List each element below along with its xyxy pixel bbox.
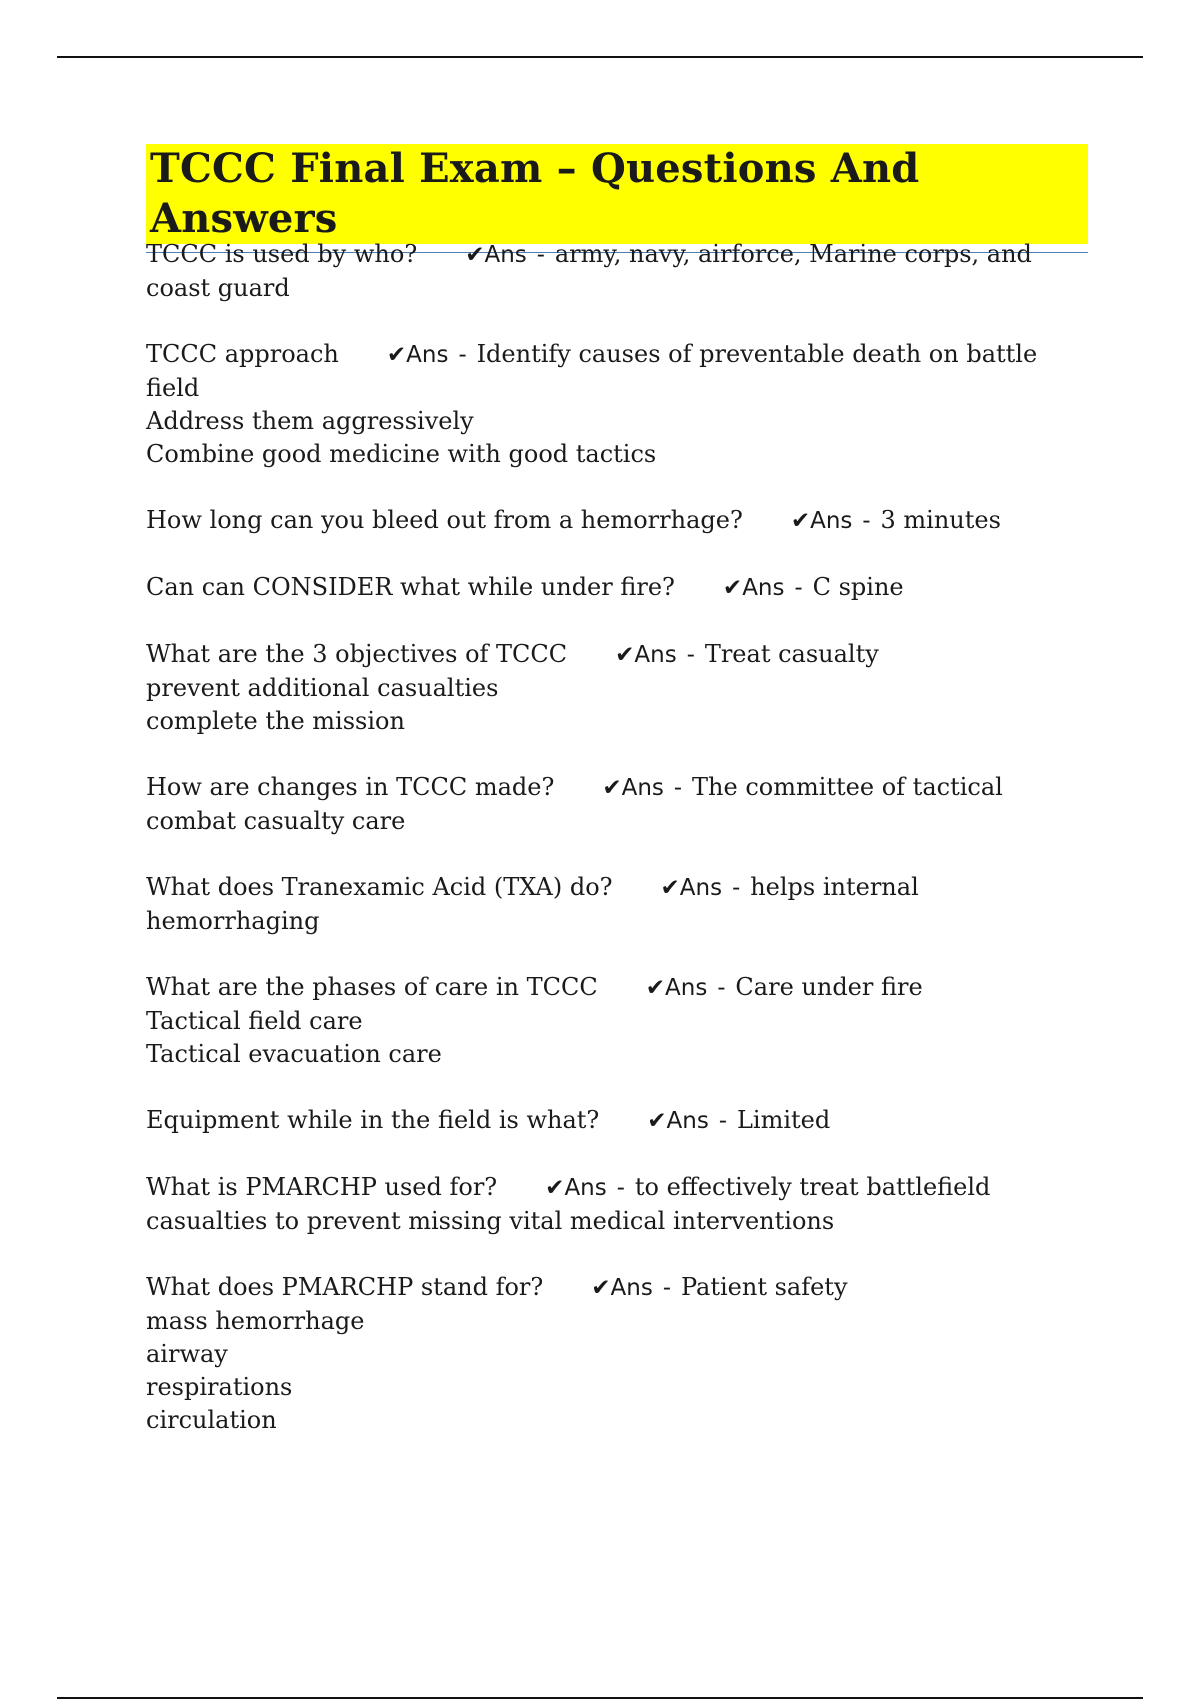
page-title: TCCC Final Exam – Questions And Answers: [146, 144, 1088, 244]
qa-first-line: [146, 971, 1066, 1005]
qa-item: [146, 504, 1066, 538]
answer-dash: -: [718, 1106, 727, 1134]
answer-dash: -: [717, 973, 726, 1001]
answer-continuation-line: Address them aggressively: [146, 407, 474, 435]
qa-first-line: [146, 871, 1066, 938]
answer-text: Treat casualty: [704, 640, 879, 668]
qa-first-line: [146, 1171, 1066, 1238]
qa-first-line: [146, 338, 1066, 405]
qa-first-line: [146, 638, 1066, 672]
qa-first-line: [146, 571, 1066, 605]
qa-item: [146, 1271, 1066, 1437]
answer-text: army, navy, airforce, Marine corps, and coast guard: [146, 240, 1032, 302]
answer-dash: -: [673, 773, 683, 801]
answer-marker: ✔Ans: [602, 775, 664, 801]
question-text: What is PMARCHP used for?: [146, 1173, 498, 1201]
question-text: TCCC is used by who?: [146, 240, 418, 268]
question-text: How long can you bleed out from a hemorrhage?: [146, 506, 743, 534]
answer-dash: -: [536, 240, 545, 268]
answer-marker: ✔Ans: [465, 242, 527, 268]
answer-dash: -: [794, 573, 803, 601]
qa-list: [146, 238, 1066, 1470]
question-text: What does Tranexamic Acid (TXA) do?: [146, 873, 613, 901]
answer-marker: ✔Ans: [615, 642, 677, 668]
answer-marker: ✔Ans: [722, 575, 785, 601]
answer-text: Patient safety: [680, 1273, 848, 1301]
qa-first-line: [146, 1271, 1066, 1305]
answer-dash: -: [662, 1273, 671, 1301]
answer-dash: -: [686, 640, 695, 668]
qa-item: [146, 238, 1066, 305]
answer-marker: ✔Ans: [645, 975, 708, 1001]
answer-continuation-line: Tactical evacuation care: [146, 1040, 442, 1068]
qa-item: [146, 971, 1066, 1071]
question-text: Equipment while in the field is what?: [146, 1106, 600, 1134]
answer-text: C spine: [812, 573, 904, 601]
question-text: What are the phases of care in TCCC: [146, 973, 598, 1001]
answer-text: 3 minutes: [880, 506, 1001, 534]
qa-first-line: [146, 238, 1066, 305]
answer-marker: ✔Ans: [591, 1275, 653, 1301]
question-text: What does PMARCHP stand for?: [146, 1273, 544, 1301]
answer-dash: -: [458, 340, 467, 368]
answer-continuation-line: Combine good medicine with good tactics: [146, 440, 657, 468]
qa-item: [146, 571, 1066, 605]
answer-continuation-line: respirations: [146, 1373, 293, 1401]
top-rule: [57, 56, 1143, 58]
answer-text: The committee of tactical combat casualty care: [146, 773, 1003, 835]
answer-continuation-line: complete the mission: [146, 707, 405, 735]
qa-first-line: [146, 1104, 1066, 1138]
answer-text: Care under fire: [735, 973, 923, 1001]
qa-item: [146, 338, 1066, 471]
qa-item: [146, 638, 1066, 738]
qa-first-line: [146, 771, 1066, 838]
question-text: Can can CONSIDER what while under fire?: [146, 573, 675, 601]
answer-marker: ✔Ans: [790, 508, 853, 534]
answer-marker: ✔Ans: [386, 342, 449, 368]
qa-item: [146, 1104, 1066, 1138]
answer-continuation-line: airway: [146, 1340, 228, 1368]
qa-item: [146, 871, 1066, 938]
bottom-rule: [57, 1697, 1143, 1699]
answer-text: to effectively treat battlefield casualties to prevent missing vital medical interventions: [146, 1173, 991, 1235]
answer-continuation-line: prevent additional casualties: [146, 674, 499, 702]
question-text: How are changes in TCCC made?: [146, 773, 555, 801]
answer-text: Identify causes of preventable death on battle field: [146, 340, 1038, 402]
title-block: [146, 144, 1088, 253]
answer-continuation-line: mass hemorrhage: [146, 1307, 365, 1335]
answer-marker: ✔Ans: [660, 875, 723, 901]
answer-marker: ✔Ans: [647, 1108, 709, 1134]
qa-item: [146, 771, 1066, 838]
answer-dash: -: [862, 506, 871, 534]
answer-continuation-line: Tactical field care: [146, 1007, 363, 1035]
answer-text: Limited: [736, 1106, 831, 1134]
question-text: TCCC approach: [146, 340, 339, 368]
answer-text: helps internal hemorrhaging: [146, 873, 919, 935]
answer-dash: -: [616, 1173, 625, 1201]
question-text: What are the 3 objectives of TCCC: [146, 640, 568, 668]
answer-marker: ✔Ans: [545, 1175, 607, 1201]
answer-continuation-line: circulation: [146, 1406, 277, 1434]
qa-first-line: [146, 504, 1066, 538]
qa-item: [146, 1171, 1066, 1238]
answer-dash: -: [732, 873, 741, 901]
